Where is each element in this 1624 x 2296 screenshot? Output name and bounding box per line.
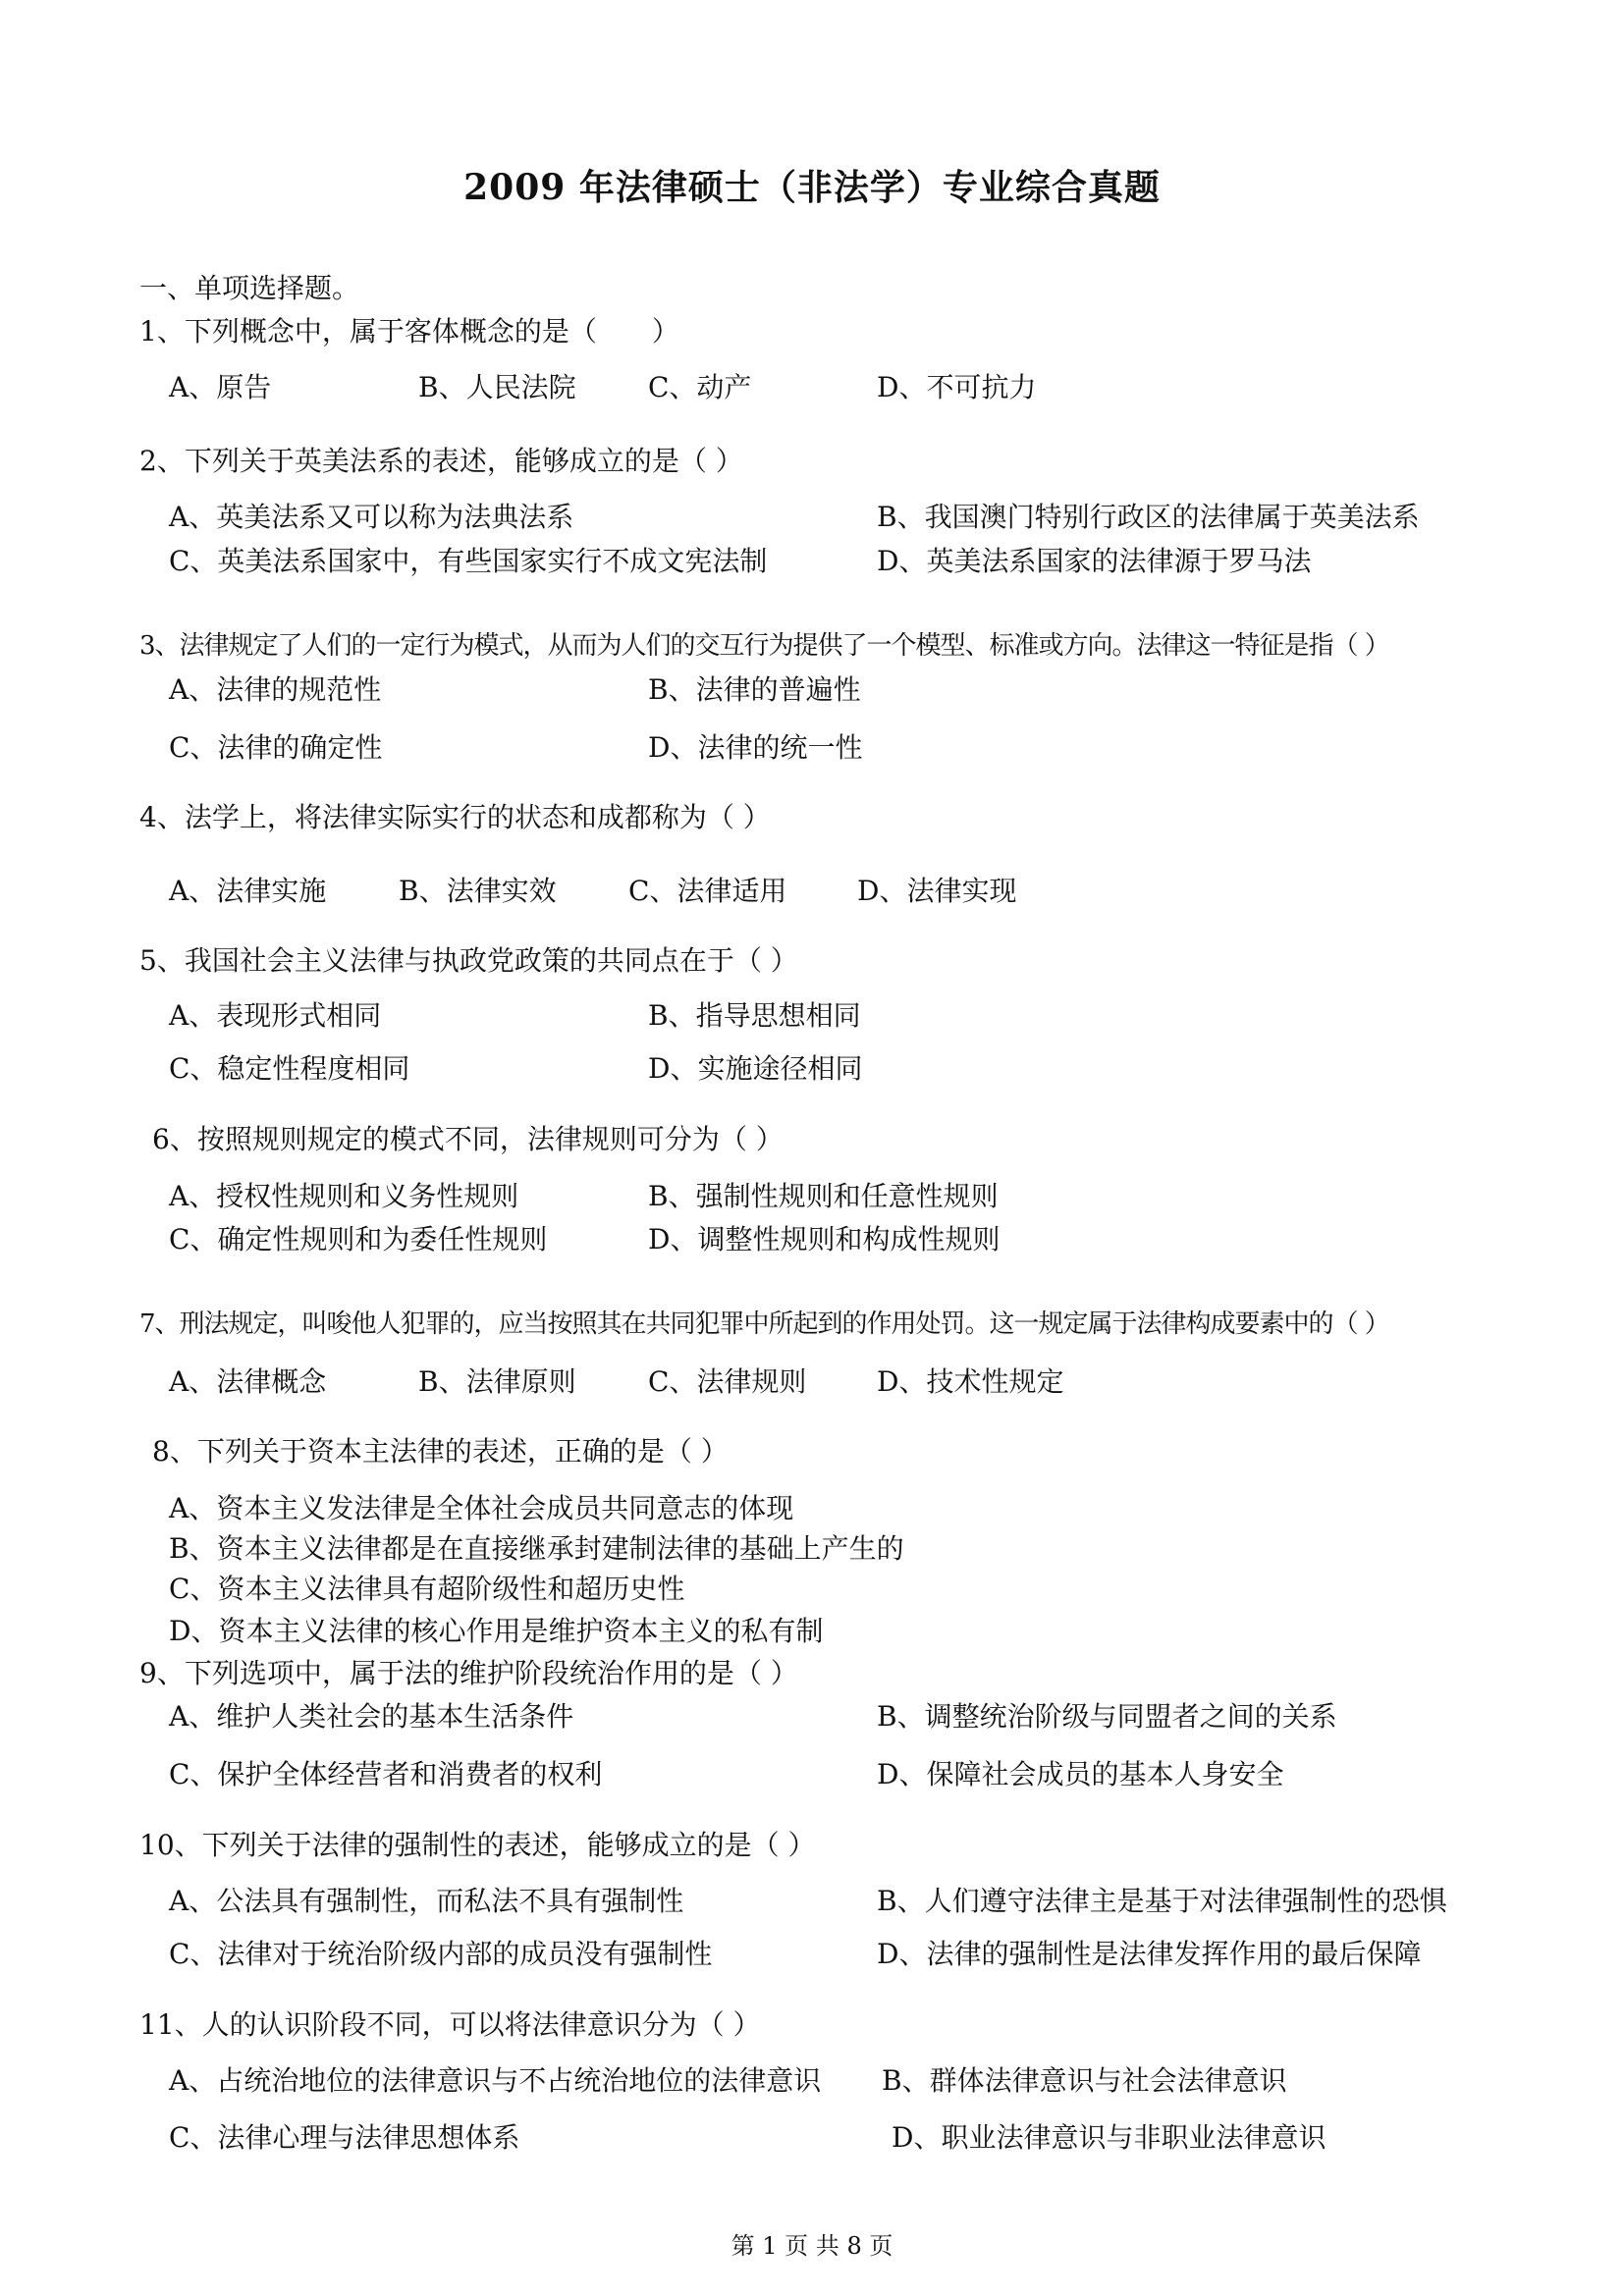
question-10-option-c: C、法律对于统治阶级内部的成员没有强制性 <box>169 1938 713 1970</box>
question-4-option-d: D、法律实现 <box>857 875 1017 907</box>
question-4-option-a: A、法律实施 <box>169 875 327 907</box>
question-9-option-b: B、调整统治阶级与同盟者之间的关系 <box>877 1700 1337 1733</box>
question-2-option-d: D、英美法系国家的法律源于罗马法 <box>877 545 1312 577</box>
question-11-option-c: C、法律心理与法律思想体系 <box>169 2121 520 2154</box>
question-9-option-a: A、维护人类社会的基本生活条件 <box>169 1700 574 1733</box>
question-7-option-d: D、技术性规定 <box>877 1365 1064 1398</box>
question-1-option-c: C、动产 <box>648 371 752 403</box>
question-7-option-c: C、法律规则 <box>648 1365 807 1398</box>
question-4-stem: 4、法学上，将法律实际实行的状态和成都称为（ ） <box>139 801 771 833</box>
question-9-option-d: D、保障社会成员的基本人身安全 <box>877 1758 1284 1790</box>
question-8-stem: 8、下列关于资本主法律的表述，正确的是（ ） <box>152 1435 729 1468</box>
question-2-option-a: A、英美法系又可以称为法典法系 <box>169 501 574 533</box>
question-6-option-d: D、调整性规则和构成性规则 <box>648 1223 1001 1255</box>
question-9-stem: 9、下列选项中，属于法的维护阶段统治作用的是（ ） <box>139 1657 798 1689</box>
question-7-option-b: B、法律原则 <box>418 1365 576 1398</box>
question-10-stem: 10、下列关于法律的强制性的表述，能够成立的是（ ） <box>139 1829 816 1861</box>
question-10-option-b: B、人们遵守法律主是基于对法律强制性的恐惧 <box>877 1885 1447 1917</box>
question-5-stem: 5、我国社会主义法律与执政党政策的共同点在于（ ） <box>139 944 798 977</box>
question-5-option-a: A、表现形式相同 <box>169 999 382 1032</box>
question-7-stem: 7、刑法规定，叫唆他人犯罪的，应当按照其在共同犯罪中所起到的作用处罚。这一规定属于法律构成要素中的（ ） <box>139 1309 1389 1339</box>
question-11-option-b: B、群体法律意识与社会法律意识 <box>882 2064 1287 2097</box>
question-2-option-c: C、英美法系国家中，有些国家实行不成文宪法制 <box>169 545 768 577</box>
question-2-option-b: B、我国澳门特别行政区的法律属于英美法系 <box>877 501 1420 533</box>
question-10-option-a: A、公法具有强制性，而私法不具有强制性 <box>169 1885 684 1917</box>
question-8-option-b: B、资本主义法律都是在直接继承封建制法律的基础上产生的 <box>169 1532 904 1565</box>
question-8-option-d: D、资本主义法律的核心作用是维护资本主义的私有制 <box>169 1615 824 1647</box>
question-7-option-a: A、法律概念 <box>169 1365 327 1398</box>
question-1-option-a: A、原告 <box>169 371 272 403</box>
question-1-option-d: D、不可抗力 <box>877 371 1037 403</box>
question-3-option-c: C、法律的确定性 <box>169 731 383 764</box>
question-9-option-c: C、保护全体经营者和消费者的权利 <box>169 1758 603 1790</box>
question-6-stem: 6、按照规则规定的模式不同，法律规则可分为（ ） <box>152 1123 784 1155</box>
question-11-option-a: A、占统治地位的法律意识与不占统治地位的法律意识 <box>169 2064 822 2097</box>
question-5-option-b: B、指导思想相同 <box>648 999 861 1032</box>
section-title: 一、单项选择题。 <box>139 272 360 304</box>
question-10-option-d: D、法律的强制性是法律发挥作用的最后保障 <box>877 1938 1422 1970</box>
question-11-option-d: D、职业法律意识与非职业法律意识 <box>892 2121 1326 2154</box>
question-3-option-a: A、法律的规范性 <box>169 673 382 706</box>
question-6-option-a: A、授权性规则和义务性规则 <box>169 1180 519 1212</box>
page-footer: 第 1 页 共 8 页 <box>731 2232 893 2260</box>
question-1-option-b: B、人民法院 <box>418 371 576 403</box>
question-3-stem: 3、法律规定了人们的一定行为模式，从而为人们的交互行为提供了一个模型、标准或方向。法律这一特征是指（ ） <box>139 631 1389 661</box>
question-11-stem: 11、人的认识阶段不同，可以将法律意识分为（ ） <box>139 2008 761 2041</box>
question-8-option-a: A、资本主义发法律是全体社会成员共同意志的体现 <box>169 1492 794 1524</box>
question-1-stem: 1、下列概念中，属于客体概念的是（ ） <box>139 315 679 347</box>
question-4-option-b: B、法律实效 <box>399 875 557 907</box>
question-2-stem: 2、下列关于英美法系的表述，能够成立的是（ ） <box>139 445 743 477</box>
question-4-option-c: C、法律适用 <box>628 875 787 907</box>
page-title: 2009 年法律硕士（非法学）专业综合真题 <box>463 167 1161 208</box>
question-8-option-c: C、资本主义法律具有超阶级性和超历史性 <box>169 1573 685 1605</box>
question-6-option-b: B、强制性规则和任意性规则 <box>648 1180 999 1212</box>
question-3-option-b: B、法律的普遍性 <box>648 673 861 706</box>
question-6-option-c: C、确定性规则和为委任性规则 <box>169 1223 548 1255</box>
question-5-option-d: D、实施途径相同 <box>648 1052 863 1085</box>
question-3-option-d: D、法律的统一性 <box>648 731 863 764</box>
question-5-option-c: C、稳定性程度相同 <box>169 1052 410 1085</box>
